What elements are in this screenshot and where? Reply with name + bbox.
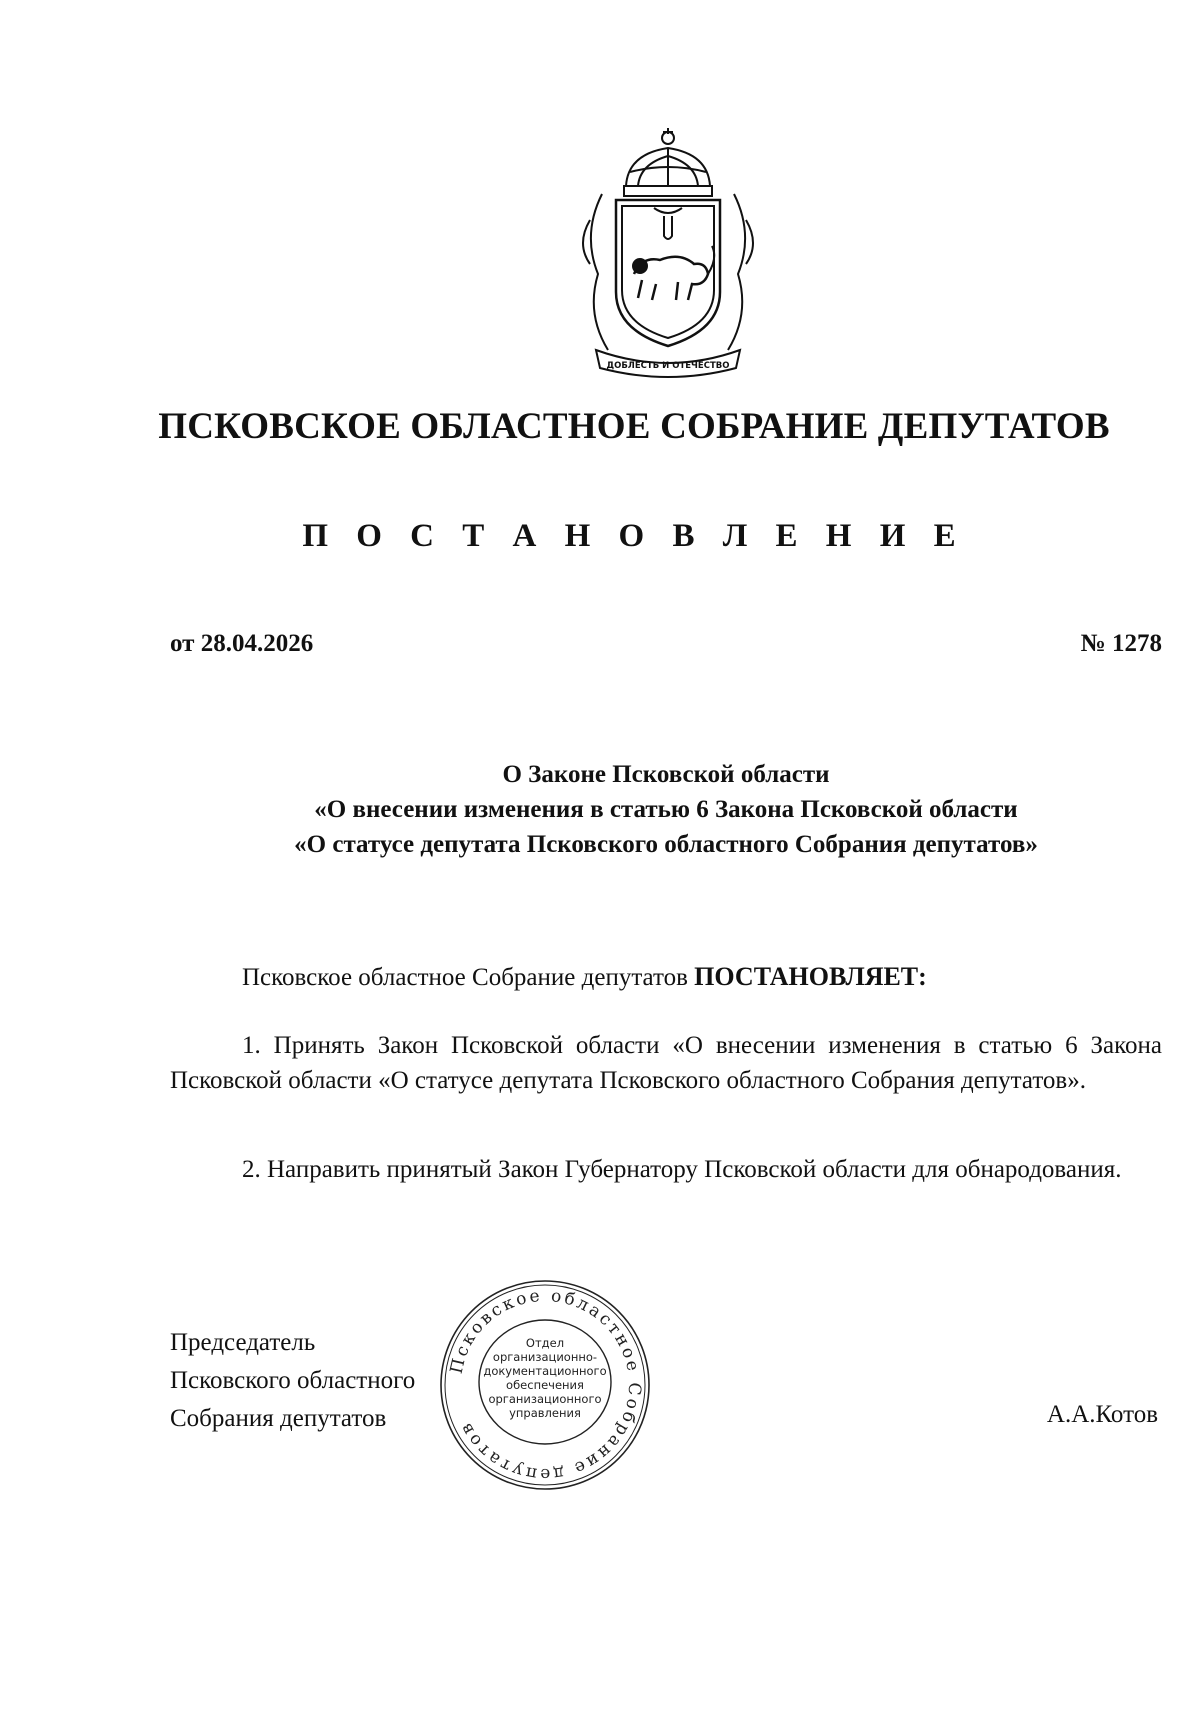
coat-of-arms-emblem (568, 124, 768, 382)
intro-text: Псковское областное Собрание депутатов (242, 964, 695, 991)
stamp-inner-line-6: управления (509, 1406, 581, 1420)
stamp-inner-line-4: обеспечения (506, 1378, 584, 1392)
signer-line-3: Собрания депутатов (170, 1405, 387, 1432)
resolution-item-1: 1. Принять Закон Псковской области «О внесении изменения в статью 6 Закона Псковской области «О статусе депутата Псковского областного Собрания депутатов». (170, 1032, 1162, 1094)
subject-line-3: «О статусе депутата Псковского областного Собрания депутатов» (294, 831, 1038, 858)
stamp-inner-text (481, 1336, 609, 1420)
resolution-item-2: 2. Направить принятый Закон Губернатору Псковской области для обнародования. (242, 1156, 1122, 1183)
document-date: от 28.04.2026 (170, 630, 314, 657)
stamp-inner-line-3: документационного (483, 1364, 607, 1378)
signer-title (170, 1324, 415, 1438)
stamp-ring-text: Псковское областное Собрание депутатов (446, 1285, 645, 1485)
emblem-motto: ДОБЛЕСТЬ И ОТЕЧЕСТВО (606, 361, 730, 371)
intro-bold-word: ПОСТАНОВЛЯЕТ: (694, 962, 927, 991)
resolution-intro (242, 959, 1142, 995)
subject-line-2: «О внесении изменения в статью 6 Закона Псковской области (314, 796, 1018, 823)
subject-line-1: О Законе Псковской области (502, 761, 830, 788)
coat-of-arms-icon (568, 124, 768, 382)
organization-title: ПСКОВСКОЕ ОБЛАСТНОЕ СОБРАНИЕ ДЕПУТАТОВ (158, 406, 1110, 447)
stamp-inner-line-2: организационно- (492, 1350, 598, 1364)
signer-line-2: Псковского областного (170, 1367, 416, 1394)
stamp-inner-line-5: организационного (488, 1392, 602, 1406)
signer-name: А.А.Котов (1046, 1401, 1158, 1428)
document-number: № 1278 (1080, 630, 1162, 657)
document-type-heading: П О С Т А Н О В Л Е Н И Е (302, 518, 966, 554)
document-subject (170, 757, 1162, 862)
signer-line-1: Председатель (170, 1329, 316, 1356)
official-stamp (438, 1278, 652, 1492)
stamp-inner-line-1: Отдел (525, 1336, 565, 1350)
